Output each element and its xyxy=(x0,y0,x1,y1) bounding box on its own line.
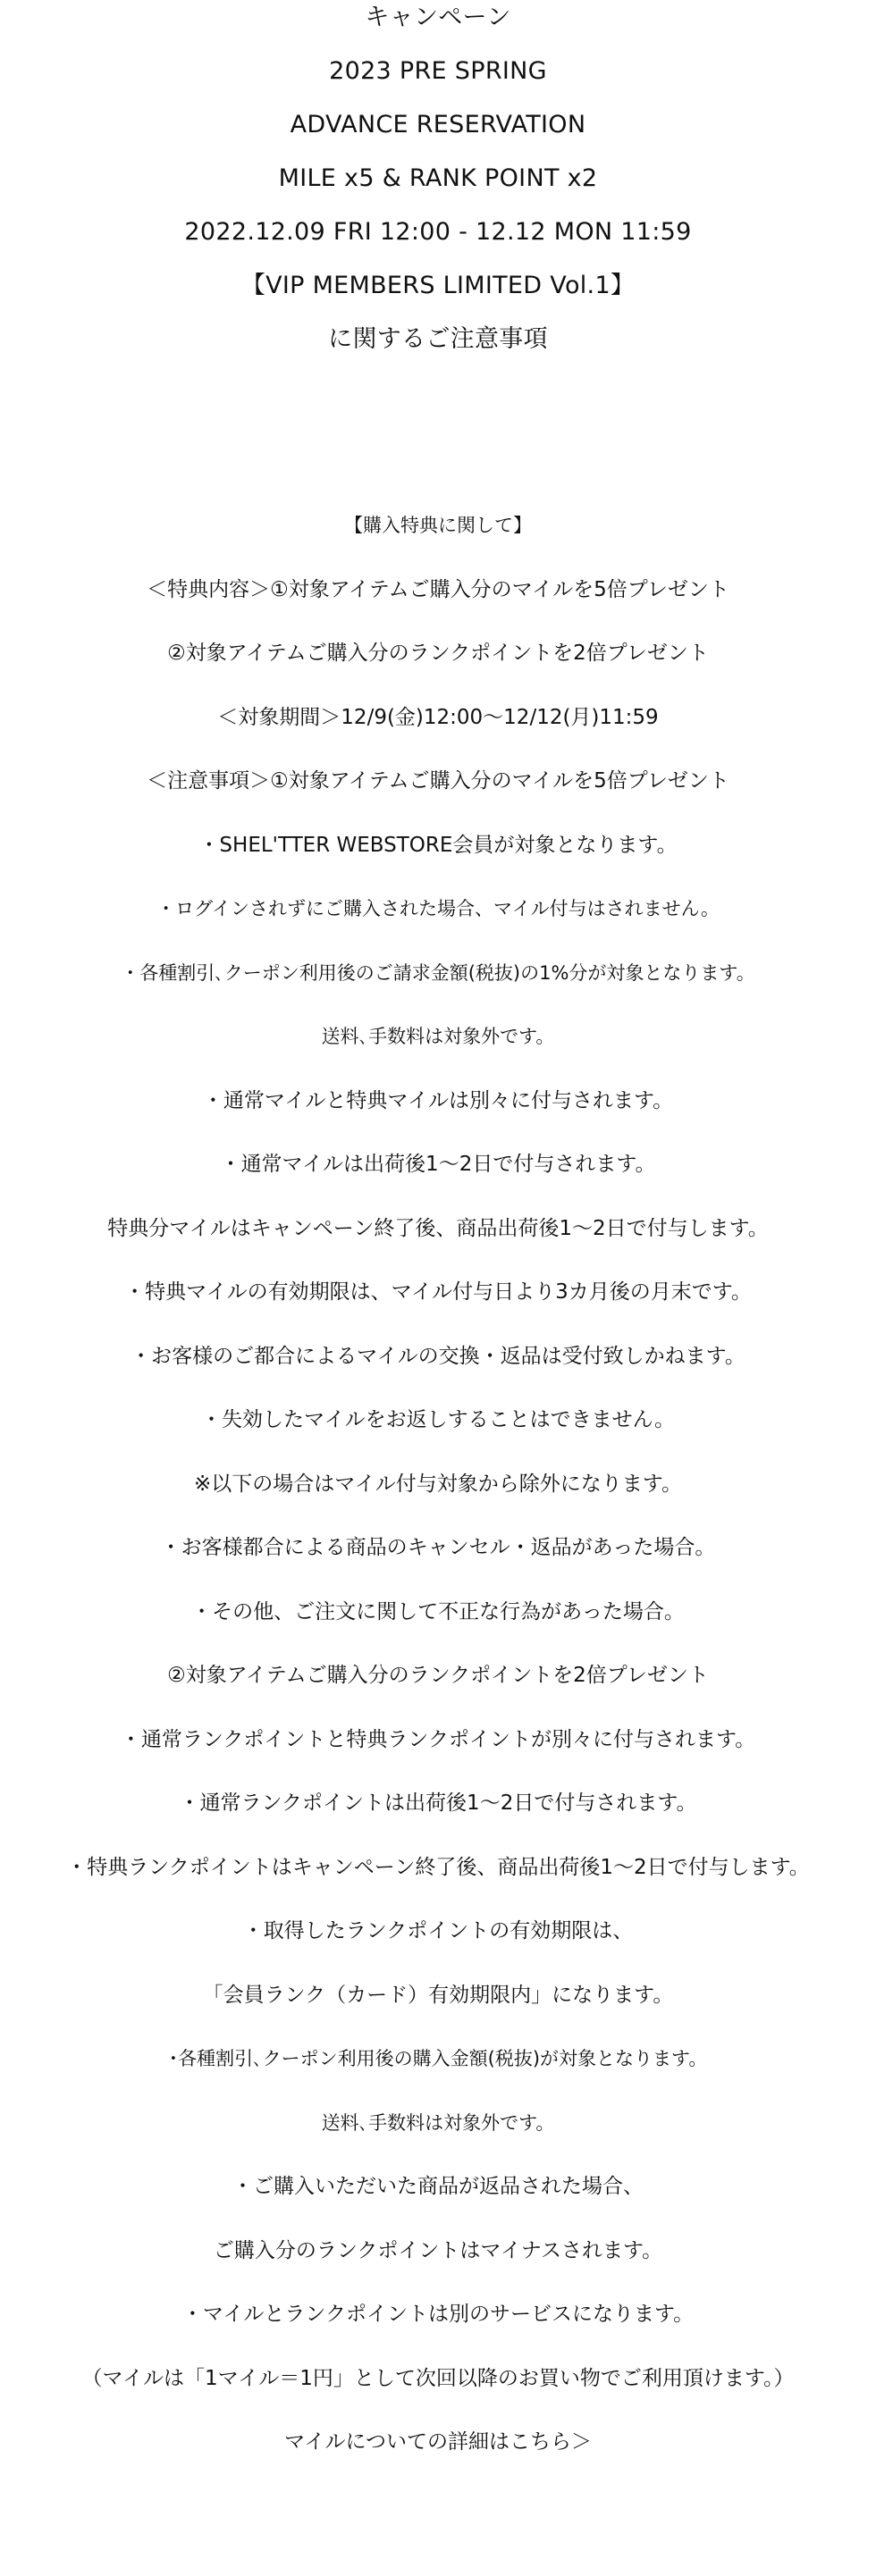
title-benefit: MILE x5 & RANK POINT x2 xyxy=(278,164,598,192)
note-line: ・通常ランクポイントは出荷後1〜2日で付与されます。 xyxy=(179,1791,697,1815)
title-members: 【VIP MEMBERS LIMITED Vol.1】 xyxy=(240,272,636,299)
note-line: ・その他、ご注文に関して不正な行為があった場合。 xyxy=(191,1599,685,1624)
note-line: ・通常マイルと特典マイルは別々に付与されます。 xyxy=(202,1088,674,1112)
note-line: ②対象アイテムご購入分のランクポイントを2倍プレゼント xyxy=(167,642,709,665)
campaign-title-block xyxy=(0,0,876,375)
note-line: （マイルは「1マイル＝1円」として次回以降のお買い物でご利用頂けます。） xyxy=(81,2366,795,2390)
title-event: ADVANCE RESERVATION xyxy=(290,111,586,138)
note-line: ②対象アイテムご購入分のランクポイントを2倍プレゼント xyxy=(167,1664,709,1687)
mile-details-line xyxy=(0,2421,876,2485)
title-period: 2022.12.09 FRI 12:00 - 12.12 MON 11:59 xyxy=(184,218,692,246)
note-line: 送料､手数料は対象外です。 xyxy=(321,1026,555,1047)
note-line: ご購入分のランクポイントはマイナスされます。 xyxy=(213,2238,663,2262)
mile-details-link[interactable]: マイルについての詳細はこちら＞ xyxy=(283,2430,593,2454)
note-line: ・お客様都合による商品のキャンセル・返品があった場合。 xyxy=(160,1536,716,1559)
note-line: ・SHEL'TTER WEBSTORE会員が対象となります。 xyxy=(198,833,678,857)
title-campaign: キャンペーン xyxy=(365,4,511,31)
note-line: ＜対象期間＞12/9(金)12:00〜12/12(月)11:59 xyxy=(217,705,659,729)
note-line: ・取得したランクポイントの有効期限は、 xyxy=(242,1919,634,1942)
title-notice: に関するご注意事項 xyxy=(328,325,548,353)
note-line: ･各種割引､クーポン利用後の購入金額(税抜)が対象となります。 xyxy=(168,2048,708,2069)
note-line: 「会員ランク（カード）有効期限内」になります。 xyxy=(202,1983,674,2007)
note-line: ※以下の場合はマイル付与対象から除外になります。 xyxy=(194,1472,682,1496)
notes-heading: 【購入特典に関して】 xyxy=(344,515,532,536)
note-line: ・ログインされずにご購入された場合、マイル付与はされません。 xyxy=(156,898,720,919)
title-season: 2023 PRE SPRING xyxy=(329,57,547,85)
note-line: ・各種割引､クーポン利用後のご請求金額(税抜)の1%分が対象となります。 xyxy=(121,961,755,984)
note-line: ・ご購入いただいた商品が返品された場合、 xyxy=(232,2175,644,2198)
note-line: ・マイルとランクポイントは別のサービスになります。 xyxy=(181,2303,695,2326)
note-line: ・特典ランクポイントはキャンペーン終了後、商品出荷後1〜2日で付与します。 xyxy=(66,1855,810,1879)
note-line: 送料､手数料は対象外です。 xyxy=(321,2111,555,2134)
note-line: ・失効したマイルをお返しすることはできません。 xyxy=(201,1408,675,1431)
note-line: ・お客様のご都合によるマイルの交換・返品は受付致しかねます。 xyxy=(131,1344,745,1368)
note-line: 特典分マイルはキャンペーン終了後、商品出荷後1〜2日で付与します。 xyxy=(107,1216,769,1240)
note-line: ＜注意事項＞①対象アイテムご購入分のマイルを5倍プレゼント xyxy=(147,769,729,793)
note-line: ＜特典内容＞①対象アイテムご購入分のマイルを5倍プレゼント xyxy=(147,577,729,601)
note-line: ・通常マイルは出荷後1〜2日で付与されます。 xyxy=(220,1153,656,1176)
note-line: ・通常ランクポイントと特典ランクポイントが別々に付与されます。 xyxy=(120,1727,756,1751)
note-line: ・特典マイルの有効期限は、マイル付与日より3カ月後の月末です。 xyxy=(124,1280,752,1304)
notes-block xyxy=(0,504,876,2485)
